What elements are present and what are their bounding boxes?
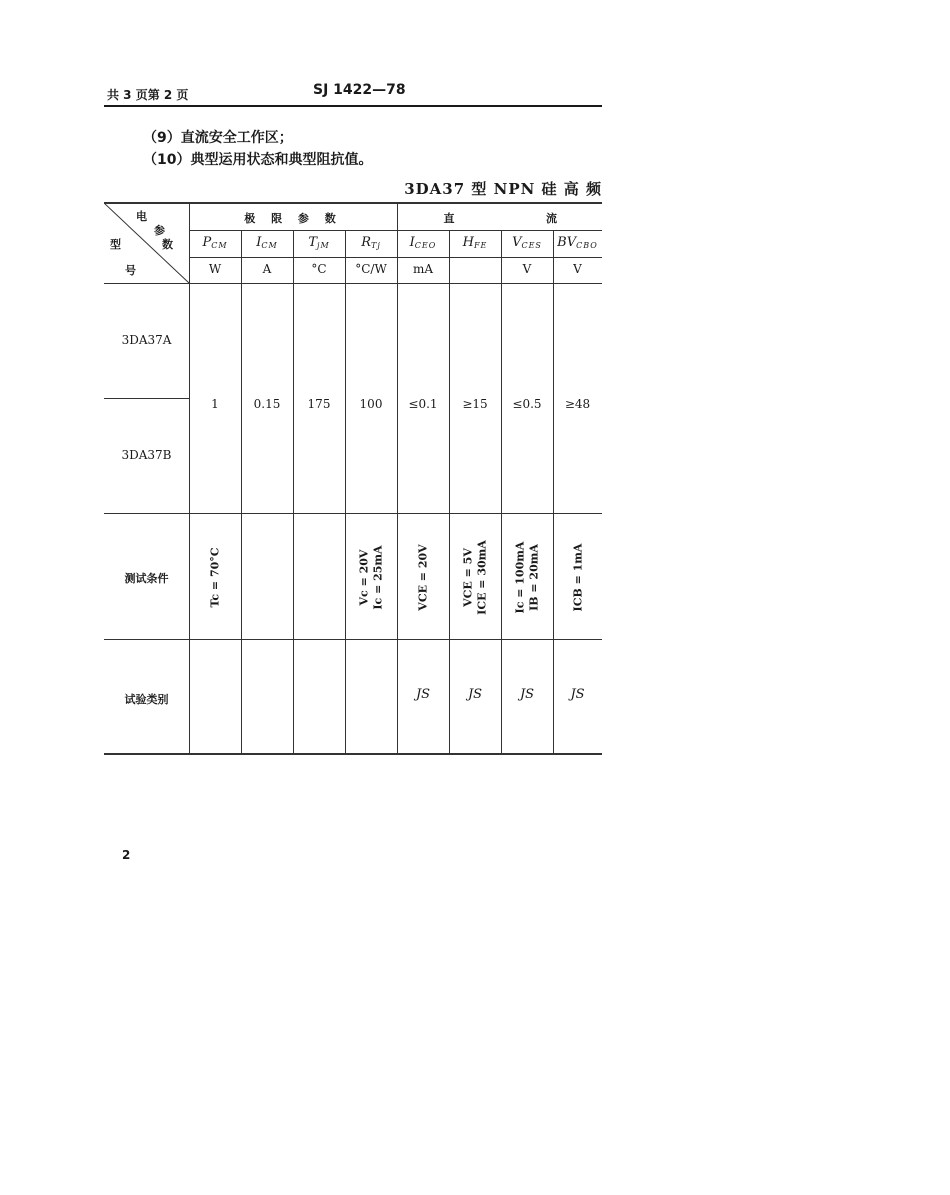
test-category-value: JS: [519, 687, 535, 702]
symbol-subscript: CM: [261, 241, 278, 250]
list-item: （10）典型运用状态和典型阻抗值。: [143, 152, 373, 168]
parameter-value: ≤0.1: [408, 397, 438, 411]
corner-label: 电: [136, 210, 147, 223]
column-divider: [345, 230, 346, 754]
test-condition: IB = 20mA: [527, 544, 541, 611]
column-symbol: [241, 235, 293, 250]
test-category-value: JS: [467, 687, 483, 702]
symbol-letter: H: [462, 235, 474, 250]
parameter-value: 100: [359, 397, 383, 411]
test-condition: Ic = 100mA: [513, 541, 527, 614]
page-number: 2: [122, 848, 131, 862]
column-unit: °C/W: [355, 262, 387, 276]
symbol-subscript: CES: [521, 241, 542, 250]
row-divider: [104, 639, 602, 640]
column-divider: [449, 230, 450, 754]
column-symbol: [553, 235, 602, 250]
test-condition: ICE = 30mA: [475, 540, 489, 615]
column-symbol: [345, 235, 397, 250]
column-divider: [501, 230, 502, 754]
test-conditions-label: 测试条件: [124, 572, 169, 585]
symbol-letter: T: [308, 235, 317, 250]
column-unit: V: [573, 262, 582, 276]
corner-label: 号: [125, 264, 136, 277]
column-symbol: [189, 235, 241, 250]
column-divider: [189, 202, 190, 754]
column-divider: [397, 202, 398, 754]
test-condition: VCE = 20V: [416, 544, 430, 611]
symbol-subscript: FE: [473, 241, 488, 250]
test-condition: Tc = 70°C: [208, 547, 222, 608]
header-rule: [104, 105, 602, 107]
parameter-value: ≥48: [564, 397, 591, 411]
model-name: 3DA37B: [121, 448, 172, 462]
header-divider: [189, 230, 602, 231]
test-category-value: JS: [415, 687, 431, 702]
unit-divider: [189, 257, 602, 258]
group-header-dc: 直: [443, 212, 455, 225]
test-category-label: 试验类别: [124, 693, 169, 706]
corner-label: 数: [162, 238, 173, 251]
test-condition: Ic = 25mA: [371, 545, 385, 610]
symbol-letter: P: [202, 235, 212, 250]
page-count: 共 3 页第 2 页: [107, 88, 189, 102]
symbol-subscript: CBO: [576, 241, 598, 250]
corner-label: 参: [154, 224, 165, 237]
table-caption: 3DA37 型 NPN 硅 高 频: [404, 180, 602, 198]
group-header-dc: 流: [546, 212, 557, 225]
symbol-subscript: jM: [317, 241, 330, 250]
symbol-letter: I: [256, 235, 262, 250]
table-bottom-rule: [104, 753, 602, 755]
parameter-value: 175: [307, 397, 331, 411]
symbol-letter: V: [512, 235, 522, 250]
parameter-value: ≥15: [462, 397, 488, 411]
symbol-letter: R: [361, 235, 371, 250]
column-divider: [293, 230, 294, 754]
test-condition: VCE = 5V: [461, 548, 475, 607]
list-item: （9）直流安全工作区；: [143, 130, 293, 146]
symbol-subscript: Tj: [370, 241, 381, 250]
parameter-value: ≤0.5: [512, 397, 542, 411]
corner-label: 型: [110, 238, 121, 251]
test-condition: ICB = 1mA: [571, 543, 584, 612]
parameter-value: 0.15: [253, 397, 281, 411]
column-unit: W: [208, 262, 222, 276]
test-condition: Vc = 20V: [357, 549, 371, 606]
row-divider: [104, 513, 602, 514]
standard-number: SJ 1422—78: [313, 82, 406, 98]
symbol-letter: BV: [557, 235, 577, 250]
test-category-value: JS: [570, 687, 585, 702]
column-divider: [553, 230, 554, 754]
group-header-limit: 极 限 参 数: [244, 212, 342, 225]
symbol-subscript: CM: [211, 241, 228, 250]
parameter-value: 1: [211, 397, 219, 411]
column-divider: [241, 230, 242, 754]
column-symbol: [501, 235, 553, 250]
model-divider: [104, 398, 189, 399]
symbol-subscript: CEO: [414, 241, 437, 250]
column-symbol: [397, 235, 449, 250]
symbol-letter: I: [409, 235, 415, 250]
column-unit: °C: [311, 262, 327, 276]
column-symbol: [293, 235, 345, 250]
column-unit: V: [522, 262, 532, 276]
model-name: 3DA37A: [121, 333, 172, 347]
column-unit: mA: [412, 262, 434, 276]
column-symbol: [449, 235, 501, 250]
column-unit: A: [262, 262, 272, 276]
